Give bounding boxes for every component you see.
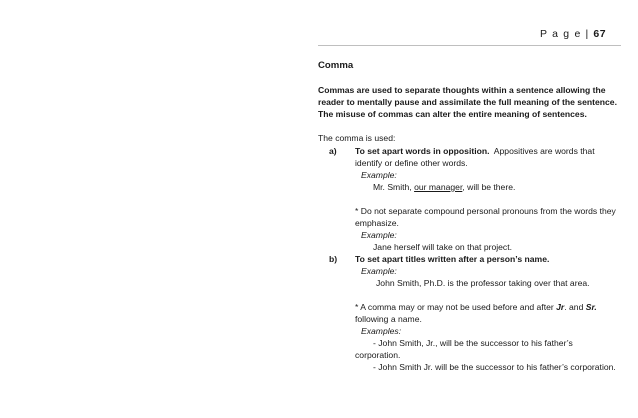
item-b-example-2: - John Smith Jr. will be the successor to his father’s corporation. (373, 362, 616, 372)
item-b-example-1: - John Smith, Jr., will be the successor to his father’s corporation. (355, 338, 573, 360)
item-a-note-example: Jane herself will take on that project. (373, 242, 513, 252)
sr-abbrev: Sr. (585, 302, 597, 312)
note-text: * A comma may or may not be used before and after (355, 302, 557, 312)
list-item-b (318, 253, 618, 265)
item-b-heading: To set apart titles written after a person’s name. (355, 254, 550, 264)
item-b-note (318, 301, 618, 325)
item-b-label: b) (329, 254, 338, 264)
item-a-example (318, 181, 618, 193)
item-a-label: a) (329, 146, 337, 156)
page-number: 67 (593, 28, 607, 40)
example-text-end: , will be there. (462, 182, 516, 192)
document-body (318, 60, 618, 373)
section-title: Comma (318, 60, 354, 71)
note-text-mid: . and (564, 302, 586, 312)
header-separator: | (585, 28, 590, 40)
intro-paragraph: Commas are used to separate thoughts within a sentence allowing the reader to mentally pause and assimilate the full meaning of the sentence. The misuse of commas can alter the entire meaning of sentences. (318, 85, 617, 119)
header-rule (318, 45, 621, 46)
item-a-heading: To set apart words in opposition. (355, 146, 490, 156)
page-header (540, 28, 606, 40)
item-b-example: John Smith, Ph.D. is the professor taking over that area. (376, 278, 590, 288)
item-a-note: * Do not separate compound personal pronouns from the words they emphasize. (355, 206, 616, 228)
item-b-example-label: Example: (361, 266, 397, 276)
usage-intro: The comma is used: (318, 133, 396, 143)
item-a-example-label: Example: (361, 170, 397, 180)
note-text-end: following a name. (355, 314, 422, 324)
underlined-appositive: our manager (414, 182, 463, 192)
example-text: Mr. Smith, (373, 182, 415, 192)
list-item-a (318, 145, 618, 169)
item-b-examples-label: Examples: (361, 326, 402, 336)
page-label: P a g e (540, 28, 582, 40)
jr-abbrev: Jr (556, 302, 565, 312)
item-a-note-example-label: Example: (361, 230, 397, 240)
item-a-text: Appositives are words that identify or define other words. (355, 146, 595, 168)
